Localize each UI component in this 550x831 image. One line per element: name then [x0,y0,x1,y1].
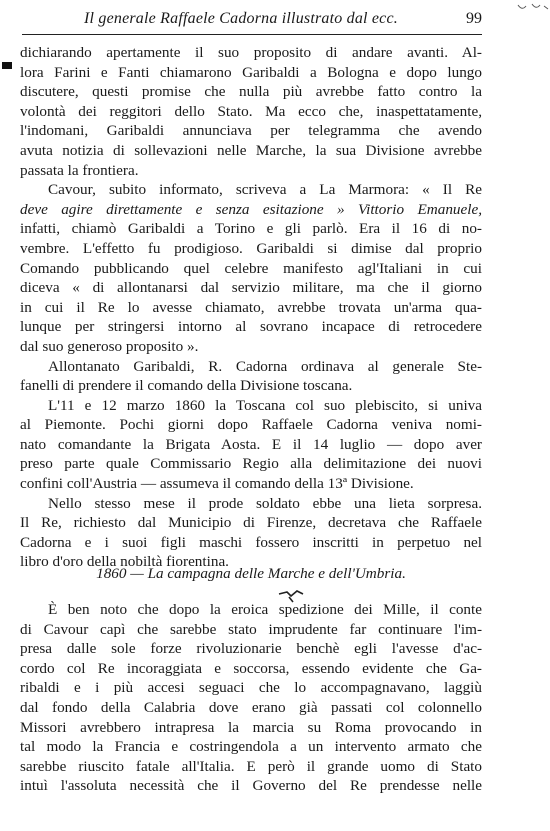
text-line: deve agire direttamente e senza esitazione » Vittorio Emanuele, [20,200,482,218]
text-line: libro d'oro della nobiltà fiorentina. [20,553,229,571]
text-line: fanelli di prendere il comando della Divisione toscana. [20,377,353,395]
text-line: nato comandante la Brigata Aosta. E il 14 luglio — dopo aver [20,435,482,453]
text-line: tal modo la Francia e costringendola a un intervento armato che [20,738,482,756]
text-line: intuì l'assoluta necessità che il Governo del Re prendesse nelle [20,777,482,795]
text-line: È ben noto che dopo la eroica spedizione dei Mille, il conte [48,601,482,618]
text-line: Cavour, subito informato, scriveva a La Marmora: « Il Re [48,181,482,199]
text-line: infatti, chiamò Garibaldi a Torino e gli parlò. Era il 16 di no- [20,220,482,238]
text-line: preso parte quale Commissario Regio alla delimitazione dei nuovi [20,455,482,473]
text-line: cordo col Re incoraggiata e soccorsa, essendo evidente che Ga- [20,659,482,677]
text-line: passata la frontiera. [20,161,139,179]
text-line: diceva « di allontanarsi dal servizio militare, ma che il giorno [20,279,482,297]
page-number: 99 [466,10,482,27]
scan-artifact-top [516,0,550,10]
text-line: in cui il Re lo avesse chiamato, avrebbe trovata un'arma qua- [20,298,482,316]
text-line: Cadorna e i suoi figli maschi fossero inscritti in perpetuo nel [20,533,482,551]
text-line: volontà dei reggitori dello Stato. Ma ecco che, inaspettatamente, [20,102,482,120]
body-text [20,43,482,572]
text-line: confini coll'Austria — assumeva il comando della 13ª Divisione. [20,475,414,493]
text-line: Allontanato Garibaldi, R. Cadorna ordinava al generale Ste- [48,357,482,375]
text-line: vembre. L'effetto fu prodigioso. Garibaldi si dimise dal proprio [20,239,482,257]
text-line: Comando pubblicando quel celebre manifesto agl'Italiani in cui [20,259,482,277]
text-line: l'indomani, Garibaldi annunciava per telegramma che avendo [20,122,482,140]
text-line: dichiarando apertamente il suo proposito di andare avanti. Al- [20,44,482,61]
text-line: sarebbe riuscito fatale all'Italia. E però il grande uomo di Stato [20,757,482,775]
margin-mark [2,62,12,69]
text-line: lunque per stringersi intorno al sovrano incapace di retrocedere [20,318,482,336]
text-line: discutere, questi promise che nulla più avrebbe fatto contro la [20,83,482,101]
text-line: Nello stesso mese il prode soldato ebbe una lieta sorpresa. [48,494,482,512]
text-line: di Cavour capì che sarebbe stato imprudente far continuare l'im- [20,620,482,638]
running-title: Il generale Raffaele Cadorna illustrato dal ecc. [84,10,398,27]
text-line: L'11 e 12 marzo 1860 la Toscana col suo plebiscito, si univa [48,396,482,414]
text-line: presa dalle sole forze rivoluzionarie benchè egli l'avesse d'ac- [20,640,482,658]
text-line: Il Re, richiesto dal Municipio di Firenze, decretava che Raffaele [20,514,482,532]
text-line: Missori avrebbero intrapresa la marcia su Roma provocando in [20,718,482,736]
text-line: al Piemonte. Pochi giorni dopo Raffaele Cadorna veniva nomi- [20,416,482,434]
text-line: lora Farini e Fanti chiamarono Garibaldi a Bologna e dopo lungo [20,63,482,81]
text-line: dal fondo della Calabria dove erano già passati col colonnello [20,698,482,716]
section-heading: 1860 — La campagna delle Marche e dell'Umbria. [96,565,406,582]
text-line: avuta notizia di sollevazioni nelle Marche, la sua Divisione avrebbe [20,141,482,159]
section-text [20,600,482,796]
running-head [22,8,482,35]
text-line: ribaldi e i più accesi seguaci che lo accompagnavano, laggiù [20,679,482,697]
text-line: dal suo generoso proposito ». [20,337,199,355]
